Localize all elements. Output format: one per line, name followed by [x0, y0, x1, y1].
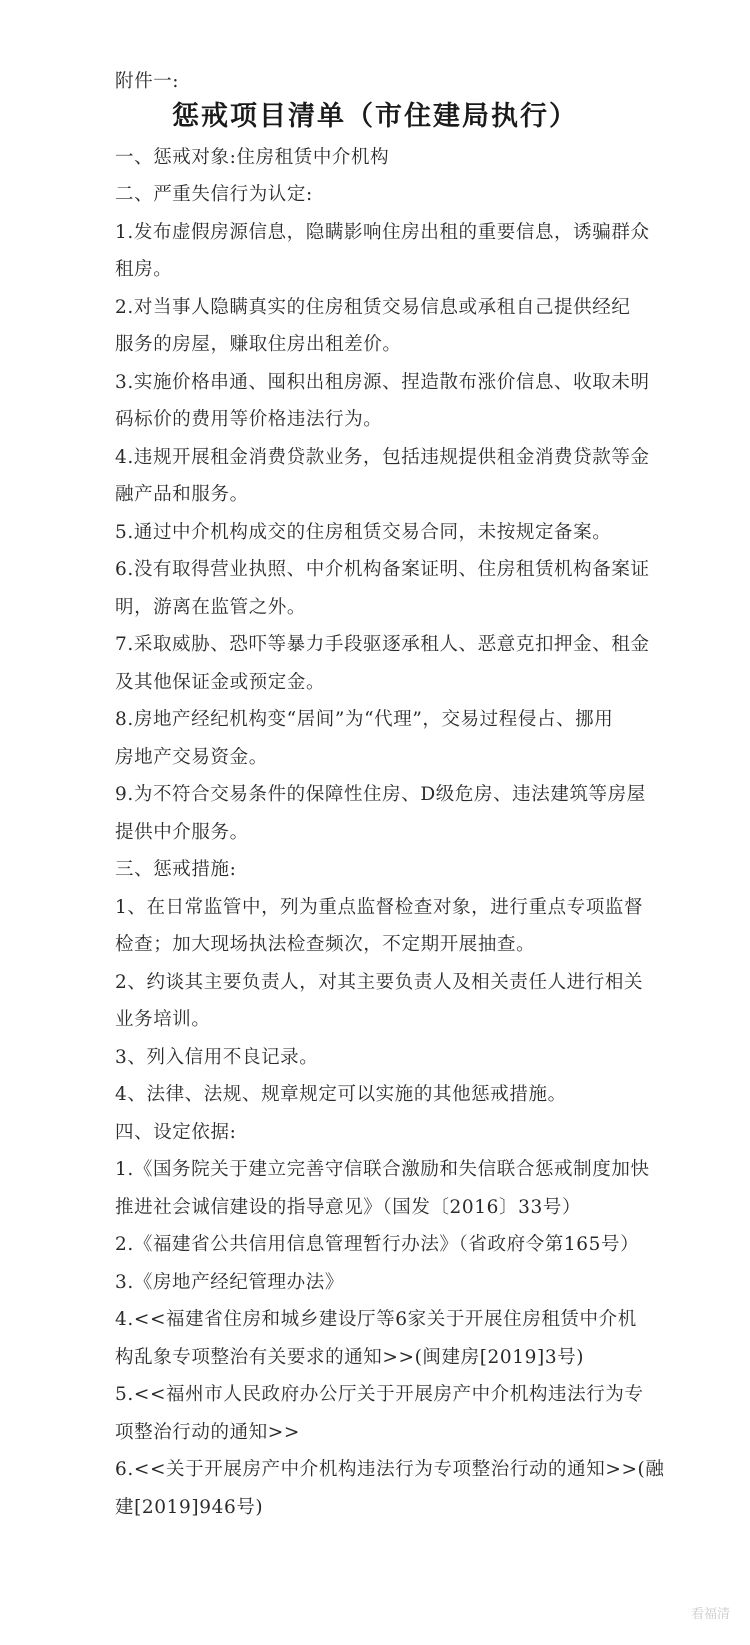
text-line: 码标价的费用等价格违法行为。	[115, 409, 383, 430]
text-line: 9.为不符合交易条件的保障性住房、D级危房、违法建筑等房屋	[115, 784, 646, 805]
attachment-label: 附件一:	[115, 71, 180, 92]
text-line: 8.房地产经纪机构变“居间”为“代理”，交易过程侵占、挪用	[115, 709, 614, 730]
text-line: 1、在日常监管中，列为重点监督检查对象，进行重点专项监督	[115, 897, 644, 918]
text-line: 融产品和服务。	[115, 484, 249, 505]
text-line: 3.实施价格串通、囤积出租房源、捏造散布涨价信息、收取未明	[115, 372, 650, 393]
text-line: 建[2019]946号)	[115, 1497, 264, 1518]
text-line: 1.发布虚假房源信息，隐瞒影响住房出租的重要信息，诱骗群众	[115, 222, 650, 243]
text-line: 4.<<福建省住房和城乡建设厅等6家关于开展住房租赁中介机	[115, 1309, 637, 1330]
text-line: 推进社会诚信建设的指导意见》（国发〔2016〕33号）	[115, 1197, 582, 1218]
text-line: 4、法律、法规、规章规定可以实施的其他惩戒措施。	[115, 1084, 567, 1105]
text-line: 及其他保证金或预定金。	[115, 672, 326, 693]
text-line: 4.违规开展租金消费贷款业务，包括违规提供租金消费贷款等金	[115, 447, 650, 468]
text-line: 项整治行动的通知>>	[115, 1422, 301, 1443]
watermark-logo: 看福清	[690, 1607, 730, 1622]
text-line: 服务的房屋，赚取住房出租差价。	[115, 334, 402, 355]
document-title: 惩戒项目清单（市住建局执行）	[172, 101, 578, 132]
text-line: 7.采取威胁、恐吓等暴力手段驱逐承租人、恶意克扣押金、租金	[115, 634, 650, 655]
text-line: 业务培训。	[115, 1009, 211, 1030]
text-line: 3.《房地产经纪管理办法》	[115, 1272, 344, 1293]
text-line: 2.《福建省公共信用信息管理暂行办法》（省政府令第165号）	[115, 1234, 640, 1255]
text-line: 6.<<关于开展房产中介机构违法行为专项整治行动的通知>>(融	[115, 1459, 665, 1480]
text-line: 二、严重失信行为认定:	[115, 184, 313, 205]
text-line: 提供中介服务。	[115, 822, 249, 843]
text-line: 2.对当事人隐瞒真实的住房租赁交易信息或承租自己提供经纪	[115, 297, 631, 318]
text-line: 检查；加大现场执法检查频次，不定期开展抽查。	[115, 934, 536, 955]
text-line: 2、约谈其主要负责人，对其主要负责人及相关责任人进行相关	[115, 972, 644, 993]
text-line: 6.没有取得营业执照、中介机构备案证明、住房租赁机构备案证	[115, 559, 650, 580]
text-line: 1.《国务院关于建立完善守信联合激励和失信联合惩戒制度加快	[115, 1159, 650, 1180]
text-line: 房地产交易资金。	[115, 747, 268, 768]
text-line: 四、设定依据:	[115, 1122, 237, 1143]
text-line: 明，游离在监管之外。	[115, 597, 307, 618]
text-line: 3、列入信用不良记录。	[115, 1047, 319, 1068]
text-line: 5.<<福州市人民政府办公厅关于开展房产中介机构违法行为专	[115, 1384, 644, 1405]
text-line: 一、惩戒对象:住房租赁中介机构	[115, 147, 390, 168]
text-line: 构乱象专项整治有关要求的通知>>(闽建房[2019]3号)	[115, 1347, 585, 1368]
text-line: 5.通过中介机构成交的住房租赁交易合同，未按规定备案。	[115, 522, 612, 543]
text-line: 三、惩戒措施:	[115, 859, 237, 880]
text-line: 租房。	[115, 259, 173, 280]
